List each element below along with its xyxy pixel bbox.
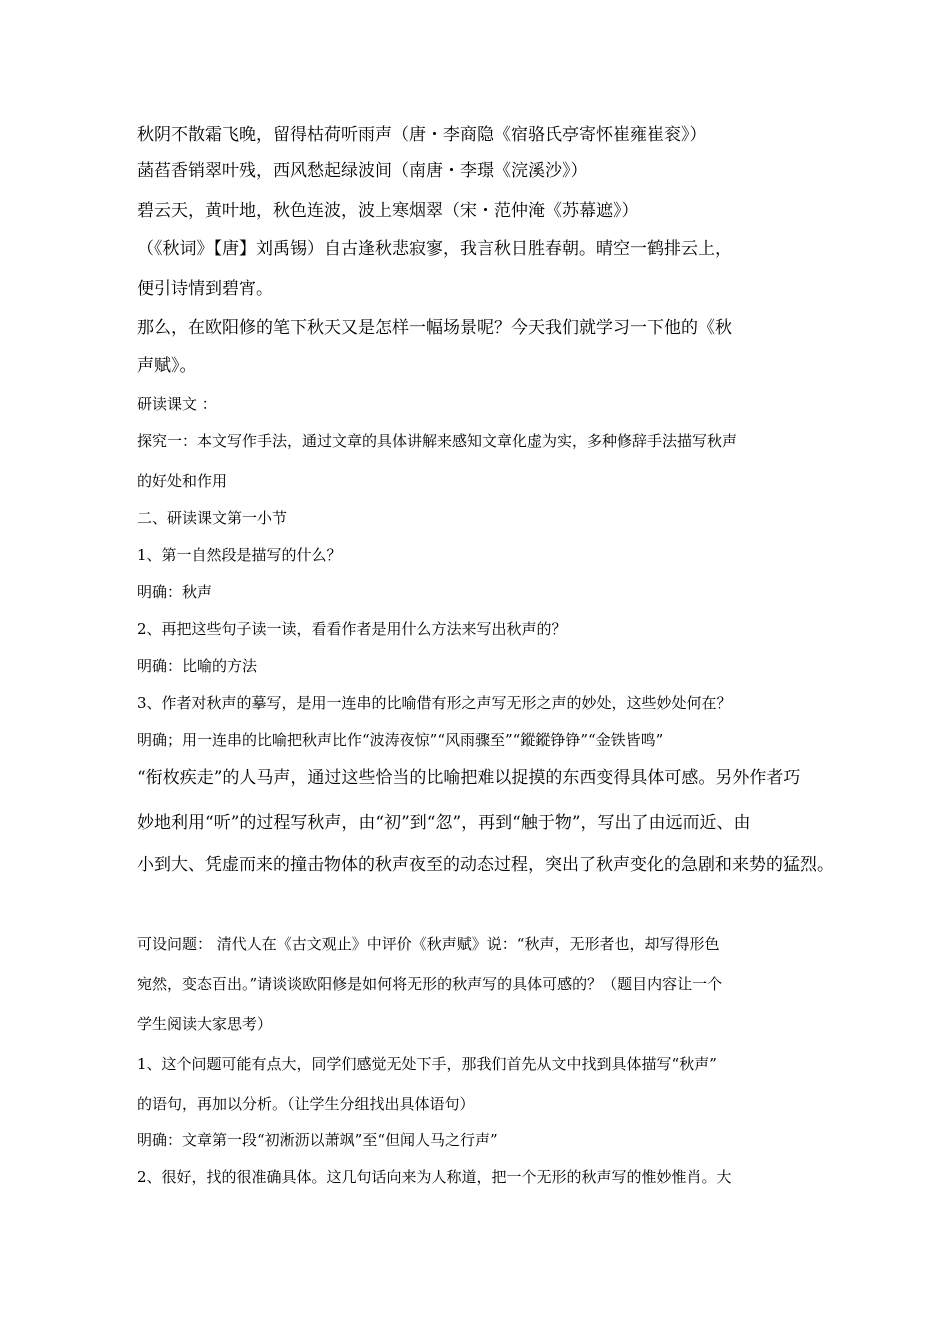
step-1-line-1: 1、这个问题可能有点大，同学们感觉无处下手，那我们首先从文中找到具体描写“秋声” [137, 1055, 717, 1073]
step-1-line-2: 的语句，再加以分析。（让学生分组找出具体语句） [137, 1095, 475, 1113]
poem-line-3: 碧云天，黄叶地，秋色连波，波上寒烟翠（宋・范仲淹《苏幕遮》） [137, 201, 639, 221]
explore-one-line-2: 的好处和作用 [137, 472, 228, 490]
answer-3-line-4: 小到大、凭虚而来的撞击物体的秋声夜至的动态过程，突出了秋声变化的急剧和来势的猛烈。 [137, 855, 834, 875]
question-2: 2、再把这些句子读一读，看看作者是用什么方法来写出秋声的？ [137, 620, 567, 638]
poem-line-4: （《秋词》【唐】刘禹锡）自古逢秋悲寂寥，我言秋日胜春朝。晴空一鹤排云上， [137, 239, 732, 259]
discussion-question-line-1: 可设问题： 清代人在《古文观止》中评价《秋声赋》说：“秋声，无形者也，却写得形色 [137, 935, 720, 953]
section-heading-two: 二、研读课文第一小节 [137, 509, 288, 527]
discussion-question-line-3: 学生阅读大家思考） [137, 1015, 273, 1033]
answer-3-line-1: 明确；用一连串的比喻把秋声比作“波涛夜惊”“风雨骤至”“鏦鏦铮铮”“金铁皆鸣” [137, 731, 664, 749]
intro-line-1: 那么，在欧阳修的笔下秋天又是怎样一幅场景呢？今天我们就学习一下他的《秋 [137, 318, 732, 338]
question-3: 3、作者对秋声的摹写，是用一连串的比喻借有形之声写无形之声的妙处，这些妙处何在？ [137, 694, 732, 712]
intro-line-2: 声赋》。 [137, 356, 197, 376]
explore-one-line-1: 探究一：本文写作手法，通过文章的具体讲解来感知文章化虚为实，多种修辞手法描写秋声 [137, 432, 738, 450]
answer-2: 明确：比喻的方法 [137, 657, 258, 675]
step-2-line-1: 2、很好，找的很准确具体。这几句话向来为人称道，把一个无形的秋声写的惟妙惟肖。大 [137, 1168, 732, 1186]
poem-line-5: 便引诗情到碧宵。 [137, 279, 273, 299]
poem-line-1: 秋阴不散霜飞晚，留得枯荷听雨声（唐・李商隐《宿骆氏亭寄怀崔雍崔衮》） [137, 125, 707, 145]
answer-1: 明确：秋声 [137, 583, 213, 601]
section-heading-study: 研读课文 ： [137, 395, 217, 413]
answer-3-line-3: 妙地利用“听”的过程写秋声，由“初”到“忽”，再到“触于物”，写出了由远而近、由 [137, 813, 751, 833]
answer-3-line-2: “衔枚疾走”的人马声，通过这些恰当的比喻把难以捉摸的东西变得具体可感。另外作者巧 [137, 768, 801, 788]
discussion-question-line-2: 宛然，变态百出。”请谈谈欧阳修是如何将无形的秋声写的具体可感的？（题目内容让一个 [137, 975, 723, 993]
question-1: 1、第一自然段是描写的什么？ [137, 546, 342, 564]
poem-line-2: 菡萏香销翠叶残，西风愁起绿波间（南唐・李璟《浣溪沙》） [137, 161, 588, 181]
step-1-answer: 明确：文章第一段“初淅沥以萧飒”至“但闻人马之行声” [137, 1131, 498, 1149]
